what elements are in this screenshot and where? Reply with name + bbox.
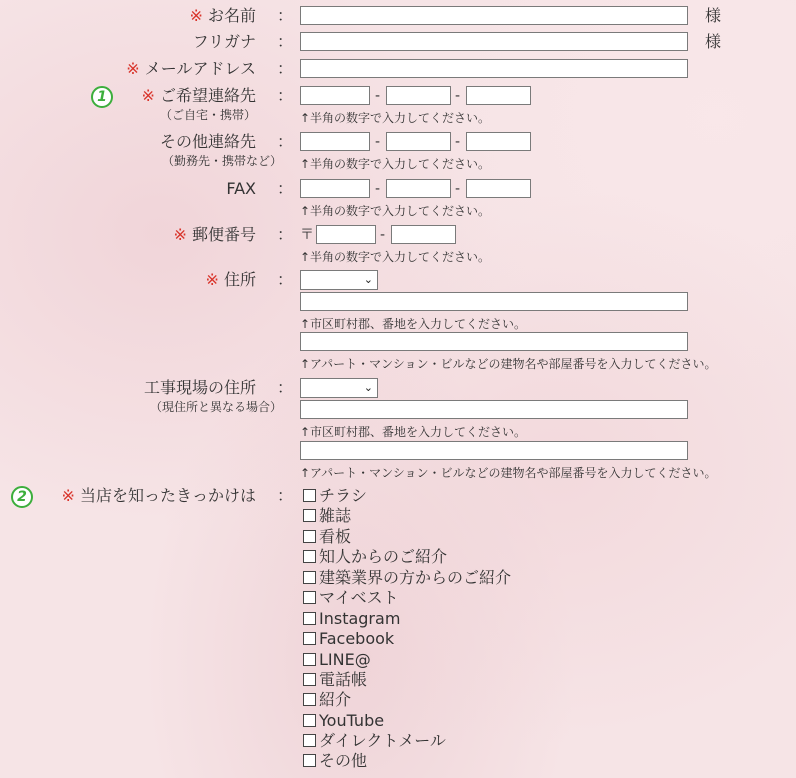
chevron-down-icon: ⌄: [363, 381, 373, 394]
dash: -: [455, 181, 461, 197]
address-hint-2: ↑アパート・マンション・ビルなどの建物名や部屋番号を入力してください。: [300, 357, 717, 371]
postal-hint: ↑半角の数字で入力してください。: [300, 250, 491, 264]
colon: ：: [277, 486, 294, 505]
fax-hint: ↑半角の数字で入力してください。: [300, 204, 491, 218]
checkbox[interactable]: [303, 734, 316, 747]
checkbox-option[interactable]: 紹介: [303, 690, 351, 710]
other-phone-hint: ↑半角の数字で入力してください。: [300, 157, 491, 171]
required-mark: ※: [61, 486, 75, 505]
fax-label: FAX: [226, 179, 256, 198]
fax-input-3[interactable]: [466, 179, 531, 198]
checkbox-option[interactable]: 建築業界の方からのご紹介: [303, 568, 511, 588]
checkbox-option[interactable]: YouTube: [303, 711, 384, 731]
checkbox[interactable]: [303, 632, 316, 645]
step-badge-2: 2: [11, 486, 33, 508]
site-address-input-1[interactable]: [300, 400, 688, 419]
furigana-suffix: 様: [705, 32, 722, 51]
site-prefecture-select[interactable]: [300, 378, 378, 398]
other-phone-input-3[interactable]: [466, 132, 531, 151]
colon: ：: [277, 270, 294, 289]
furigana-input[interactable]: [300, 32, 688, 51]
source-label: ※ 当店を知ったきっかけは: [61, 486, 256, 505]
postal-input-2[interactable]: [391, 225, 456, 244]
dash: -: [375, 181, 381, 197]
checkbox[interactable]: [303, 489, 316, 502]
checkbox-option[interactable]: LINE@: [303, 650, 371, 670]
other-phone-input-1[interactable]: [300, 132, 370, 151]
furigana-label: フリガナ: [192, 32, 256, 51]
postal-label: ※ 郵便番号: [173, 225, 256, 244]
checkbox-option[interactable]: その他: [303, 751, 367, 771]
postal-input-1[interactable]: [316, 225, 376, 244]
checkbox-option[interactable]: Facebook: [303, 629, 394, 649]
site-address-input-2[interactable]: [300, 441, 688, 460]
checkbox[interactable]: [303, 530, 316, 543]
checkbox[interactable]: [303, 673, 316, 686]
colon: ：: [277, 59, 294, 78]
colon: ：: [277, 32, 294, 51]
checkbox[interactable]: [303, 550, 316, 563]
checkbox[interactable]: [303, 571, 316, 584]
required-mark: ※: [126, 59, 140, 78]
site-address-label: 工事現場の住所: [143, 378, 256, 397]
name-input[interactable]: [300, 6, 688, 25]
checkbox[interactable]: [303, 714, 316, 727]
name-suffix: 様: [705, 6, 722, 25]
colon: ：: [277, 225, 294, 244]
fax-input-1[interactable]: [300, 179, 370, 198]
colon: ：: [277, 6, 294, 25]
address-input-2[interactable]: [300, 332, 688, 351]
required-mark: ※: [141, 86, 155, 105]
site-address-hint-2: ↑アパート・マンション・ビルなどの建物名や部屋番号を入力してください。: [300, 466, 717, 480]
address-label: ※ 住所: [205, 270, 256, 289]
checkbox-option[interactable]: マイベスト: [303, 588, 399, 608]
phone-input-2[interactable]: [386, 86, 451, 105]
checkbox-option[interactable]: ダイレクトメール: [303, 731, 446, 751]
step-badge-1: 1: [91, 86, 113, 108]
required-mark: ※: [173, 225, 187, 244]
chevron-down-icon: ⌄: [363, 273, 373, 286]
checkbox[interactable]: [303, 754, 316, 767]
checkbox-option[interactable]: 知人からのご紹介: [303, 547, 447, 567]
email-input[interactable]: [300, 59, 688, 78]
dash: -: [375, 134, 381, 150]
checkbox[interactable]: [303, 591, 316, 604]
dash: -: [375, 88, 381, 104]
other-phone-sublabel: （勤務先・携帯など）: [161, 154, 282, 168]
checkbox-option[interactable]: 看板: [303, 527, 351, 547]
address-hint-1: ↑市区町村郡、番地を入力してください。: [300, 317, 527, 331]
address-input-1[interactable]: [300, 292, 688, 311]
phone-label: ※ ご希望連絡先: [141, 86, 256, 105]
dash: -: [455, 134, 461, 150]
fax-input-2[interactable]: [386, 179, 451, 198]
checkbox[interactable]: [303, 612, 316, 625]
colon: ：: [277, 86, 294, 105]
checkbox-option[interactable]: 電話帳: [303, 670, 367, 690]
phone-input-3[interactable]: [466, 86, 531, 105]
colon: ：: [277, 378, 294, 397]
phone-input-1[interactable]: [300, 86, 370, 105]
email-label: ※ メールアドレス: [126, 59, 256, 78]
dash: -: [455, 88, 461, 104]
name-label: ※ お名前: [189, 6, 256, 25]
checkbox-option[interactable]: チラシ: [303, 486, 367, 506]
checkbox[interactable]: [303, 509, 316, 522]
phone-hint: ↑半角の数字で入力してください。: [300, 111, 491, 125]
phone-sublabel: （ご自宅・携帯）: [159, 108, 256, 122]
required-mark: ※: [189, 6, 203, 25]
checkbox-option[interactable]: 雑誌: [303, 506, 351, 526]
site-address-sublabel: （現住所と異なる場合）: [149, 400, 282, 414]
dash: -: [380, 227, 386, 243]
checkbox[interactable]: [303, 653, 316, 666]
other-phone-input-2[interactable]: [386, 132, 451, 151]
other-phone-label: その他連絡先: [159, 132, 256, 151]
prefecture-select[interactable]: [300, 270, 378, 290]
postal-prefix: 〒: [300, 227, 314, 243]
colon: ：: [277, 179, 294, 198]
site-address-hint-1: ↑市区町村郡、番地を入力してください。: [300, 425, 527, 439]
checkbox[interactable]: [303, 693, 316, 706]
checkbox-option[interactable]: Instagram: [303, 609, 400, 629]
colon: ：: [277, 132, 294, 151]
required-mark: ※: [205, 270, 219, 289]
